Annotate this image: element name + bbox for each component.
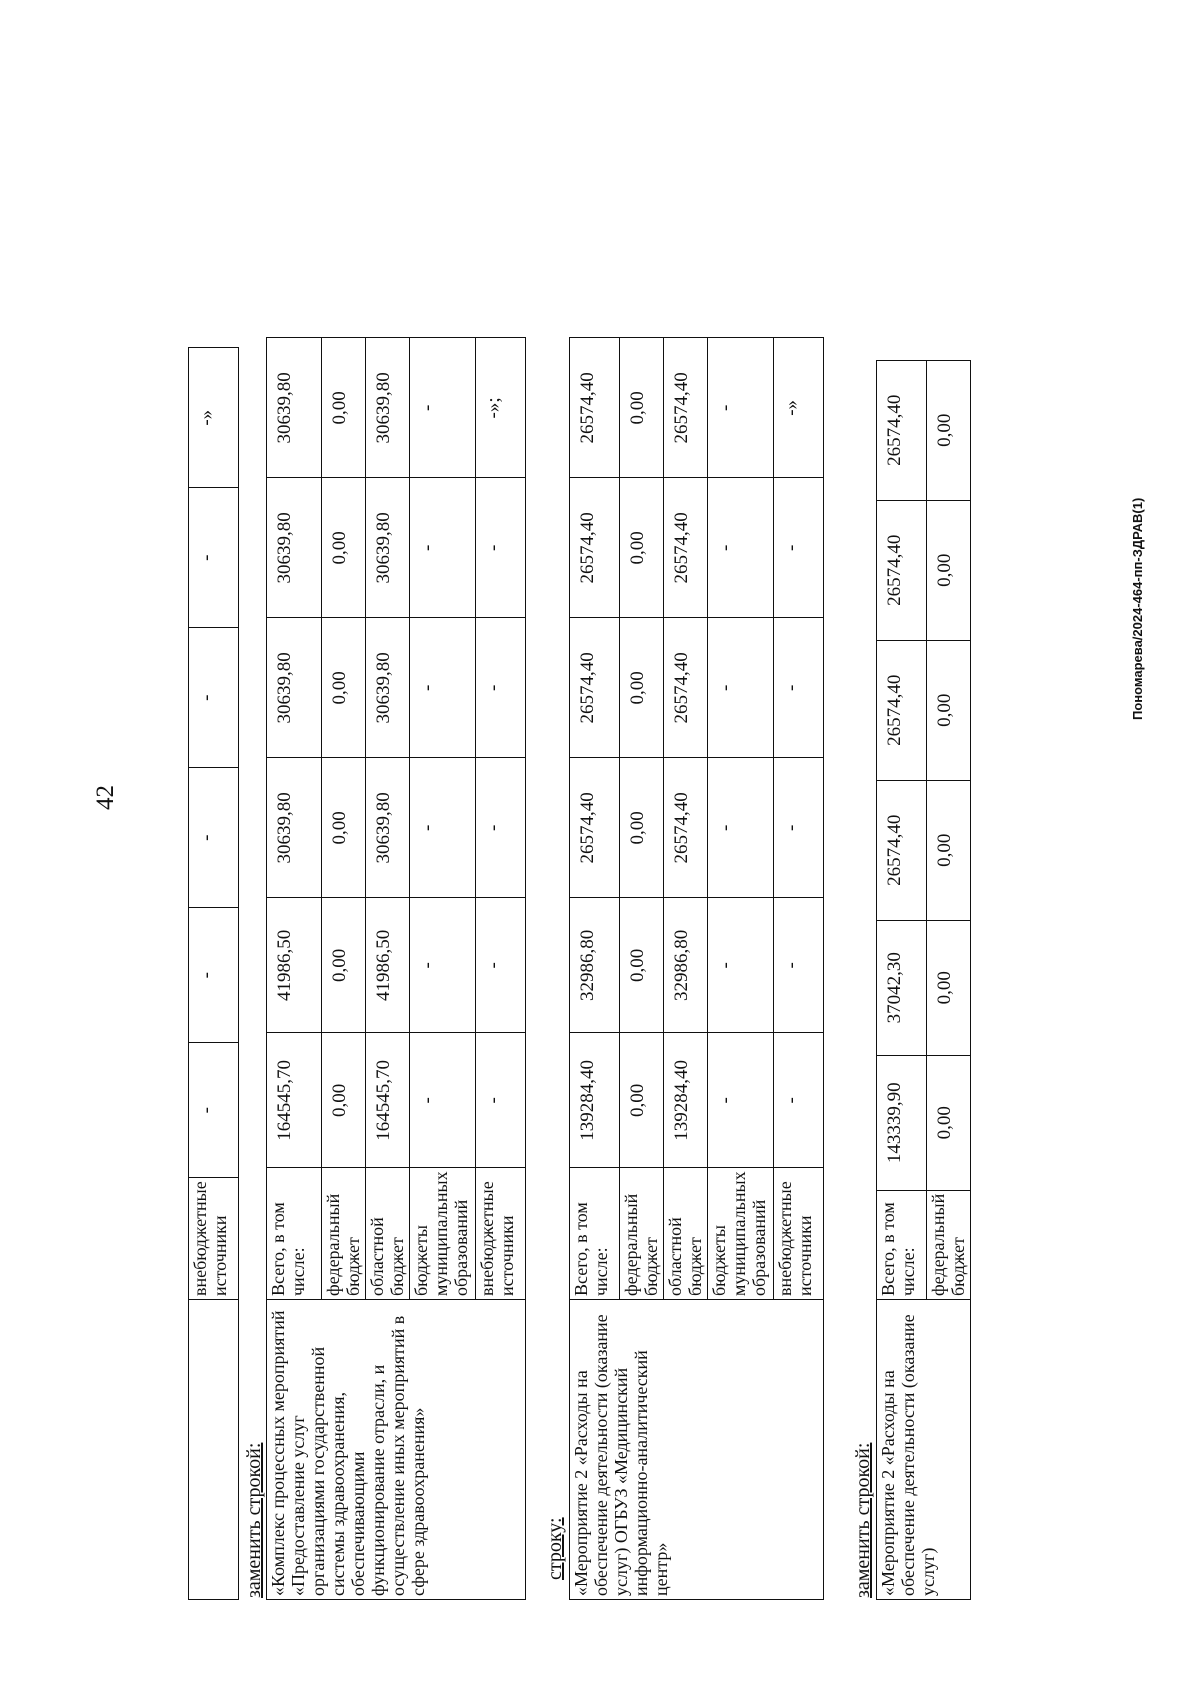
- value-cell: 139284,40: [570, 1033, 620, 1168]
- value-cell: -: [774, 1033, 824, 1168]
- value-cell: -: [708, 478, 774, 618]
- value-cell: -: [410, 478, 476, 618]
- value-cell: 0,00: [620, 478, 664, 618]
- value-cell: 30639,80: [366, 618, 410, 758]
- value-cell: -: [410, 338, 476, 478]
- value-cell: 26574,40: [664, 478, 708, 618]
- value-cell: -: [476, 1033, 526, 1168]
- value-cell: 0,00: [620, 758, 664, 898]
- value-cell: -»: [189, 348, 239, 488]
- value-cell: 32986,80: [664, 898, 708, 1033]
- value-cell: -: [774, 478, 824, 618]
- value-cell: 139284,40: [664, 1033, 708, 1168]
- value-cell: 26574,40: [664, 758, 708, 898]
- source-cell: областной бюджет: [366, 1168, 410, 1300]
- value-cell: 0,00: [620, 898, 664, 1033]
- block3-table: [876, 360, 971, 1600]
- value-cell: 0,00: [927, 1055, 971, 1190]
- source-cell: внебюджетные источники: [774, 1168, 824, 1300]
- value-cell: 143339,90: [877, 1055, 927, 1190]
- table-row: [877, 360, 927, 1599]
- value-cell: 0,00: [927, 360, 971, 500]
- value-cell: 30639,80: [267, 618, 322, 758]
- value-cell: -: [189, 908, 239, 1043]
- value-cell: 26574,40: [570, 618, 620, 758]
- value-cell: 26574,40: [877, 360, 927, 500]
- row-label: строку:: [544, 1517, 566, 1580]
- table-row: [267, 338, 322, 1600]
- value-cell: 30639,80: [267, 478, 322, 618]
- value-cell: 0,00: [322, 1033, 366, 1168]
- value-cell: 41986,50: [267, 898, 322, 1033]
- document-code: Пономарева/2024-464-пп-ЗДРАВ(1): [1130, 497, 1145, 720]
- value-cell: -: [410, 758, 476, 898]
- source-cell: внебюджетные источники: [476, 1168, 526, 1300]
- value-cell: 0,00: [620, 1033, 664, 1168]
- value-cell: 32986,80: [570, 898, 620, 1033]
- value-cell: 0,00: [322, 898, 366, 1033]
- source-cell: внебюджетные источники: [189, 1178, 239, 1300]
- replace-label: заменить строкой:: [852, 1442, 874, 1598]
- value-cell: 37042,30: [877, 920, 927, 1055]
- value-cell: 0,00: [322, 758, 366, 898]
- value-cell: 0,00: [322, 338, 366, 478]
- activity-name-cell: «Мероприятие 2 «Расходы на обеспечение деятельности (оказание услуг) ОГБУЗ «Медицинский информационно-аналитический центр»: [570, 1300, 824, 1600]
- value-cell: 26574,40: [877, 640, 927, 780]
- value-cell: -: [708, 898, 774, 1033]
- value-cell: 30639,80: [366, 338, 410, 478]
- value-cell: -: [476, 898, 526, 1033]
- value-cell: 30639,80: [366, 478, 410, 618]
- value-cell: 26574,40: [570, 338, 620, 478]
- value-cell: 0,00: [927, 780, 971, 920]
- value-cell: 26574,40: [664, 338, 708, 478]
- block2-table: [569, 337, 824, 1600]
- replace-label: заменить строкой:: [243, 1442, 265, 1598]
- value-cell: -: [708, 338, 774, 478]
- source-cell: федеральный бюджет: [620, 1168, 664, 1300]
- source-cell: областной бюджет: [664, 1168, 708, 1300]
- value-cell: -»;: [476, 338, 526, 478]
- value-cell: 164545,70: [267, 1033, 322, 1168]
- value-cell: -: [476, 618, 526, 758]
- value-cell: 26574,40: [570, 758, 620, 898]
- value-cell: 30639,80: [267, 338, 322, 478]
- value-cell: 26574,40: [570, 478, 620, 618]
- value-cell: -: [189, 628, 239, 768]
- table-row: [570, 338, 620, 1600]
- value-cell: -: [774, 898, 824, 1033]
- value-cell: 0,00: [620, 618, 664, 758]
- value-cell: -: [708, 758, 774, 898]
- value-cell: 0,00: [322, 618, 366, 758]
- value-cell: -»: [774, 338, 824, 478]
- value-cell: 0,00: [927, 640, 971, 780]
- block1-table: [266, 337, 526, 1600]
- value-cell: -: [774, 618, 824, 758]
- table-row: [189, 348, 239, 1600]
- top-fragment-table: [188, 347, 239, 1600]
- empty-name-cell: [189, 1300, 239, 1600]
- value-cell: 41986,50: [366, 898, 410, 1033]
- page-number: 42: [92, 785, 119, 810]
- value-cell: 30639,80: [267, 758, 322, 898]
- value-cell: 0,00: [322, 478, 366, 618]
- value-cell: 26574,40: [664, 618, 708, 758]
- value-cell: 0,00: [927, 500, 971, 640]
- value-cell: -: [410, 898, 476, 1033]
- value-cell: 0,00: [620, 338, 664, 478]
- rotated-content: [188, 100, 1018, 1600]
- source-cell: Всего, в том числе:: [877, 1190, 927, 1299]
- value-cell: -: [708, 1033, 774, 1168]
- activity-name-cell: «Мероприятие 2 «Расходы на обеспечение деятельности (оказание услуг): [877, 1300, 971, 1600]
- source-cell: федеральный бюджет: [927, 1190, 971, 1299]
- value-cell: -: [774, 758, 824, 898]
- source-cell: федеральный бюджет: [322, 1168, 366, 1300]
- value-cell: -: [189, 1043, 239, 1178]
- source-cell: Всего, в том числе:: [570, 1168, 620, 1300]
- value-cell: -: [410, 1033, 476, 1168]
- activity-name-cell: «Комплекс процессных мероприятий «Предоставление услуг организациями государственной системы здравоохранения, обеспечивающими функционирование отрасли, и осуществление иных мероприятий в сфере здравоохранения»: [267, 1300, 526, 1600]
- value-cell: 30639,80: [366, 758, 410, 898]
- value-cell: -: [476, 758, 526, 898]
- value-cell: -: [189, 768, 239, 908]
- source-cell: бюджеты муниципальных образований: [708, 1168, 774, 1300]
- value-cell: 26574,40: [877, 780, 927, 920]
- value-cell: 26574,40: [877, 500, 927, 640]
- value-cell: -: [708, 618, 774, 758]
- source-cell: бюджеты муниципальных образований: [410, 1168, 476, 1300]
- value-cell: -: [189, 488, 239, 628]
- value-cell: -: [410, 618, 476, 758]
- value-cell: 0,00: [927, 920, 971, 1055]
- value-cell: -: [476, 478, 526, 618]
- value-cell: 164545,70: [366, 1033, 410, 1168]
- source-cell: Всего, в том числе:: [267, 1168, 322, 1300]
